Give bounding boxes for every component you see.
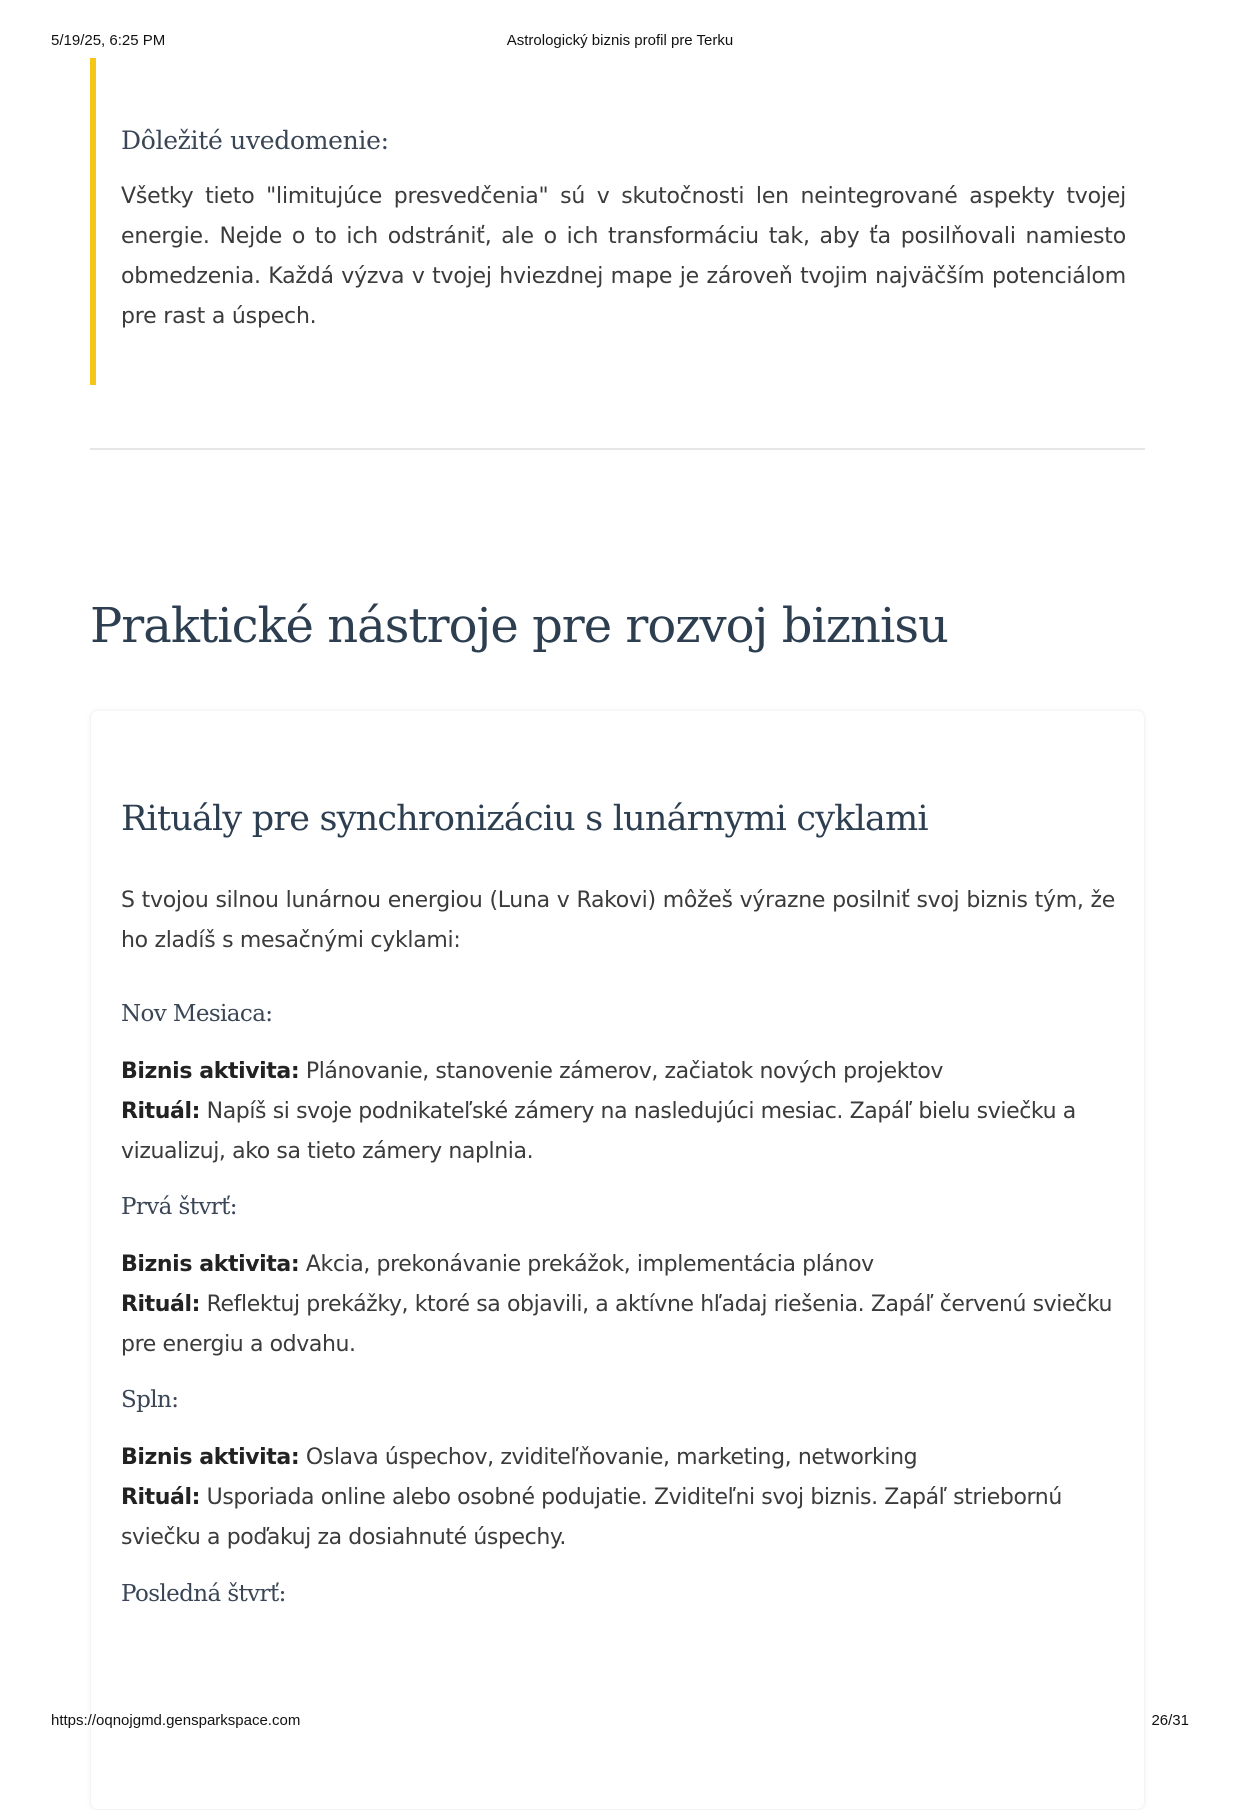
lunar-rituals-card bbox=[90, 710, 1145, 1810]
ritual-text: Napíš si svoje podnikateľské zámery na nasledujúci mesiac. Zapáľ bielu sviečku a vizualizuj, ako sa tieto zámery naplnia. bbox=[121, 1099, 1076, 1164]
activity-text: Oslava úspechov, zviditeľňovanie, marketing, networking bbox=[305, 1445, 918, 1470]
ritual-label: Rituál: bbox=[121, 1292, 201, 1317]
phase-last-quarter bbox=[121, 1574, 1115, 1632]
print-footer bbox=[0, 1712, 1240, 1732]
phase-title: Prvá štvrť: bbox=[121, 1194, 237, 1220]
phase-title: Posledná štvrť: bbox=[121, 1581, 286, 1607]
phase-full-moon bbox=[121, 1380, 1115, 1558]
phase-first-quarter bbox=[121, 1187, 1115, 1365]
print-header bbox=[0, 32, 1240, 52]
ritual-text: Usporiada online alebo osobné podujatie. Zviditeľni svoj biznis. Zapáľ striebornú sviečku a poďakuj za dosiahnuté úspechy. bbox=[121, 1485, 1062, 1550]
ritual-label: Rituál: bbox=[121, 1099, 201, 1124]
page-number: 26/31 bbox=[1151, 1712, 1189, 1729]
phase-activity bbox=[121, 1052, 1115, 1092]
important-note-callout bbox=[90, 58, 1136, 385]
phase-ritual bbox=[121, 1478, 1115, 1558]
phase-title: Nov Mesiaca: bbox=[121, 1001, 273, 1027]
phase-title: Spln: bbox=[121, 1387, 179, 1413]
phase-ritual bbox=[121, 1092, 1115, 1172]
callout-title: Dôležité uvedomenie: bbox=[121, 126, 389, 155]
ritual-label: Rituál: bbox=[121, 1485, 201, 1510]
card-intro: S tvojou silnou lunárnou energiou (Luna v Rakovi) môžeš výrazne posilniť svoj biznis tým, že ho zladíš s mesačnými cyklami: bbox=[121, 888, 1115, 953]
activity-label: Biznis aktivita: bbox=[121, 1252, 300, 1277]
section-title: Praktické nástroje pre rozvoj biznisu bbox=[90, 598, 948, 654]
phase-ritual bbox=[121, 1285, 1115, 1365]
callout-text: Všetky tieto "limitujúce presvedčenia" sú v skutočnosti len neintegrované aspekty tvojej energie. Nejde o to ich odstrániť, ale o ich transformáciu tak, aby ťa posilňovali namiesto obmedzenia. Každá výzva v tvojej hviezdnej mape je zároveň tvojim najväčším potenciálom pre rast a úspech. bbox=[121, 184, 1126, 329]
activity-label: Biznis aktivita: bbox=[121, 1445, 300, 1470]
print-datetime: 5/19/25, 6:25 PM bbox=[51, 32, 166, 49]
activity-text: Plánovanie, stanovenie zámerov, začiatok nových projektov bbox=[305, 1059, 944, 1084]
activity-text: Akcia, prekonávanie prekážok, implementácia plánov bbox=[305, 1252, 874, 1277]
activity-label: Biznis aktivita: bbox=[121, 1059, 300, 1084]
print-url: https://oqnojgmd.gensparkspace.com bbox=[51, 1712, 301, 1729]
print-document-title: Astrologický biznis profil pre Terku bbox=[506, 32, 734, 49]
phase-activity bbox=[121, 1245, 1115, 1285]
section-divider bbox=[90, 448, 1145, 450]
card-title: Rituály pre synchronizáciu s lunárnymi cyklami bbox=[121, 799, 928, 839]
ritual-text: Reflektuj prekážky, ktoré sa objavili, a aktívne hľadaj riešenia. Zapáľ červenú sviečku pre energiu a odvahu. bbox=[121, 1292, 1113, 1357]
phase-activity bbox=[121, 1438, 1115, 1478]
phase-new-moon bbox=[121, 994, 1115, 1172]
